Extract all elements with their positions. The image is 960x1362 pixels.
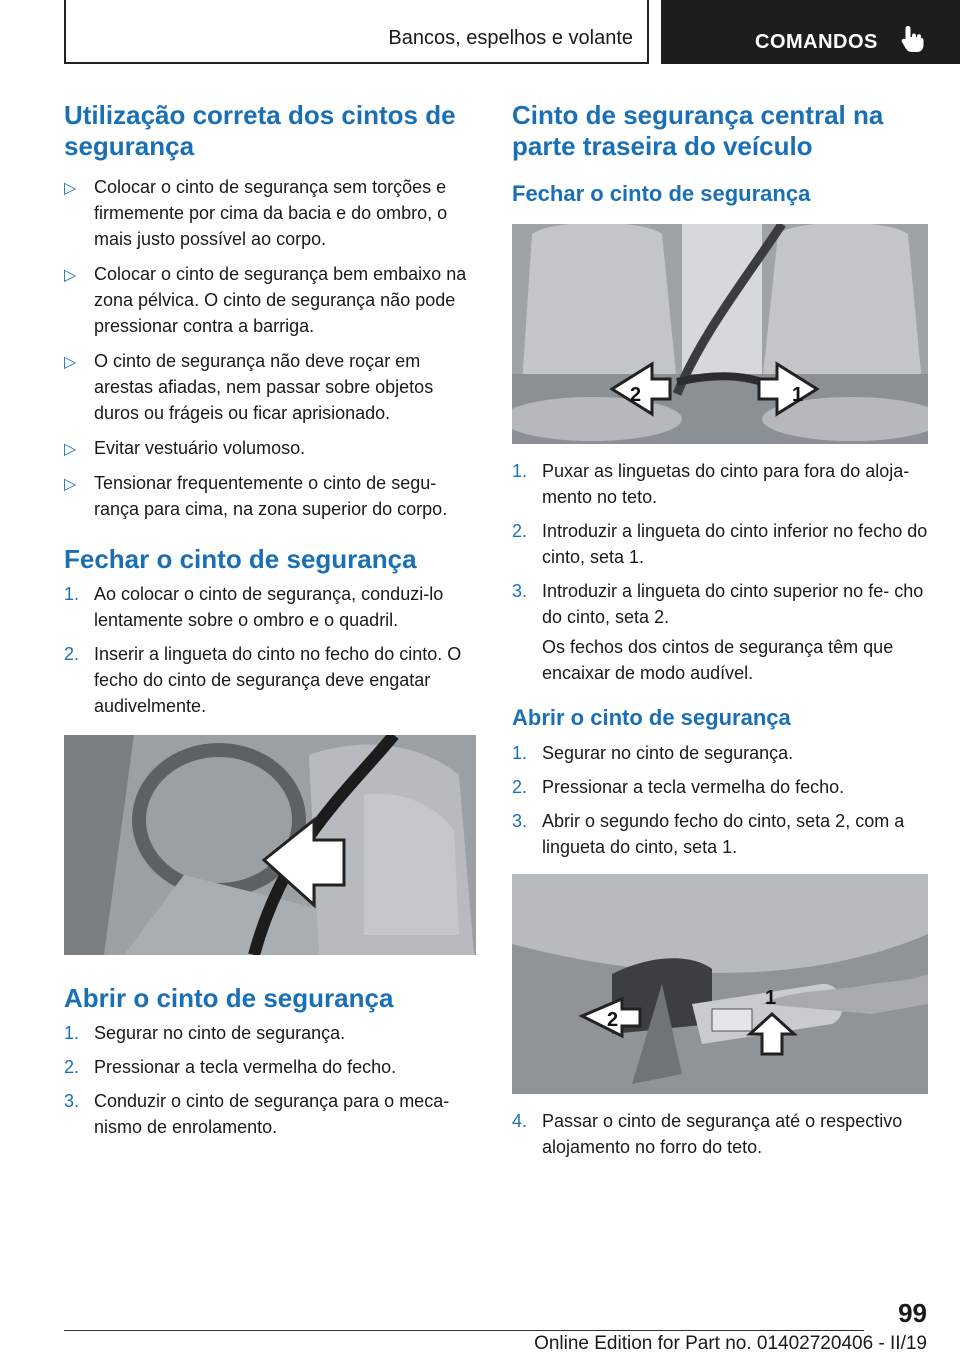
step-note: Os fechos dos cintos de segurança têm que encaixar de modo audível. (542, 637, 894, 683)
list-item: 3. Introduzir a lingueta do cinto superior no fe- cho do cinto, seta 2. Os fechos dos cintos de segurança têm que encaixar de modo audível. (512, 578, 928, 686)
rear-unfasten-steps (512, 740, 928, 860)
list-item: 2. Introduzir a lingueta do cinto inferior no fecho do cinto, seta 1. (512, 521, 928, 567)
list-item: 1. Segurar no cinto de segurança. (64, 1023, 346, 1043)
heading-rear-center-belt: Cinto de segurança central na parte traseira do veículo (512, 100, 884, 161)
list-item: 1. Segurar no cinto de segurança. (512, 743, 794, 763)
list-item: 2. Pressionar a tecla vermelha do fecho. (512, 777, 845, 797)
list-item: 1. Ao colocar o cinto de segurança, conduzi-lo lentamente sobre o ombro e o quadril. (64, 584, 444, 630)
figure-rear-center-belt (512, 224, 928, 444)
header-section (64, 0, 649, 64)
list-item: 2. Pressionar a tecla vermelha do fecho. (64, 1057, 397, 1077)
heading-fasten-belt: Fechar o cinto de segurança (64, 544, 417, 574)
list-item: 4. Passar o cinto de segurança até o respectivo alojamento no forro do teto. (512, 1111, 903, 1157)
list-item: ▷ O cinto de segurança não deve roçar em arestas afiadas, nem passar sobre objetos duros ou frágeis ou ficar aprisionado. (64, 351, 434, 423)
page-number: 99 (898, 1298, 927, 1328)
heading-unfasten-belt: Abrir o cinto de segurança (64, 983, 394, 1013)
footer-divider (64, 1330, 864, 1331)
figure-front-seat-belt (64, 735, 476, 955)
fasten-steps (64, 581, 476, 719)
fig2-label-1: 1 (765, 987, 777, 1009)
list-item: 3. Conduzir o cinto de segurança para o meca- nismo de enrolamento. (64, 1091, 450, 1137)
list-item: ▷ Colocar o cinto de segurança bem embaixo na zona pélvica. O cinto de segurança não pode pressionar contra a barriga. (64, 264, 467, 336)
list-item: 3. Abrir o segundo fecho do cinto, seta 2, com a lingueta do cinto, seta 1. (512, 811, 905, 857)
triangle-bullet-icon: ▷ (64, 180, 77, 197)
list-item: 2. Inserir a lingueta do cinto no fecho do cinto. O fecho do cinto de segurança deve engatar audivelmente. (64, 644, 462, 716)
triangle-bullet-icon: ▷ (64, 354, 77, 371)
usage-list (64, 174, 476, 522)
header-section-title: Bancos, espelhos e volante (388, 27, 633, 49)
list-item: ▷ Colocar o cinto de segurança sem torções e firmemente por cima da bacia e do ombro, o mais justo possível ao corpo. (64, 177, 448, 249)
fig2-label-2: 2 (607, 1009, 619, 1031)
right-column (512, 100, 928, 1168)
rear-final-step (512, 1108, 928, 1160)
fig1-label-2: 2 (630, 384, 642, 406)
triangle-bullet-icon: ▷ (64, 476, 77, 493)
list-item: ▷ Tensionar frequentemente o cinto de segu- rança para cima, na zona superior do corpo. (64, 473, 448, 519)
unfasten-steps (64, 1020, 476, 1140)
heading-unfasten-belt-rear: Abrir o cinto de segurança (512, 705, 791, 730)
header-chapter (661, 0, 960, 64)
list-item: 1. Puxar as linguetas do cinto para fora do aloja- mento no teto. (512, 461, 910, 507)
fig1-label-1: 1 (792, 384, 804, 406)
heading-correct-use: Utilização correta dos cintos de segurança (64, 100, 456, 161)
header-chapter-title: COMANDOS (755, 31, 878, 53)
rear-fasten-steps (512, 458, 928, 686)
hand-pointer-icon (900, 24, 926, 54)
list-item: ▷ Evitar vestuário volumoso. (64, 435, 476, 461)
triangle-bullet-icon: ▷ (64, 441, 77, 458)
heading-fasten-belt-rear: Fechar o cinto de segurança (512, 181, 811, 206)
triangle-bullet-icon: ▷ (64, 267, 77, 284)
footer-edition: Online Edition for Part no. 01402720406 - II/19 (534, 1333, 927, 1354)
left-column (64, 100, 476, 1148)
figure-rear-buckle (512, 874, 928, 1094)
